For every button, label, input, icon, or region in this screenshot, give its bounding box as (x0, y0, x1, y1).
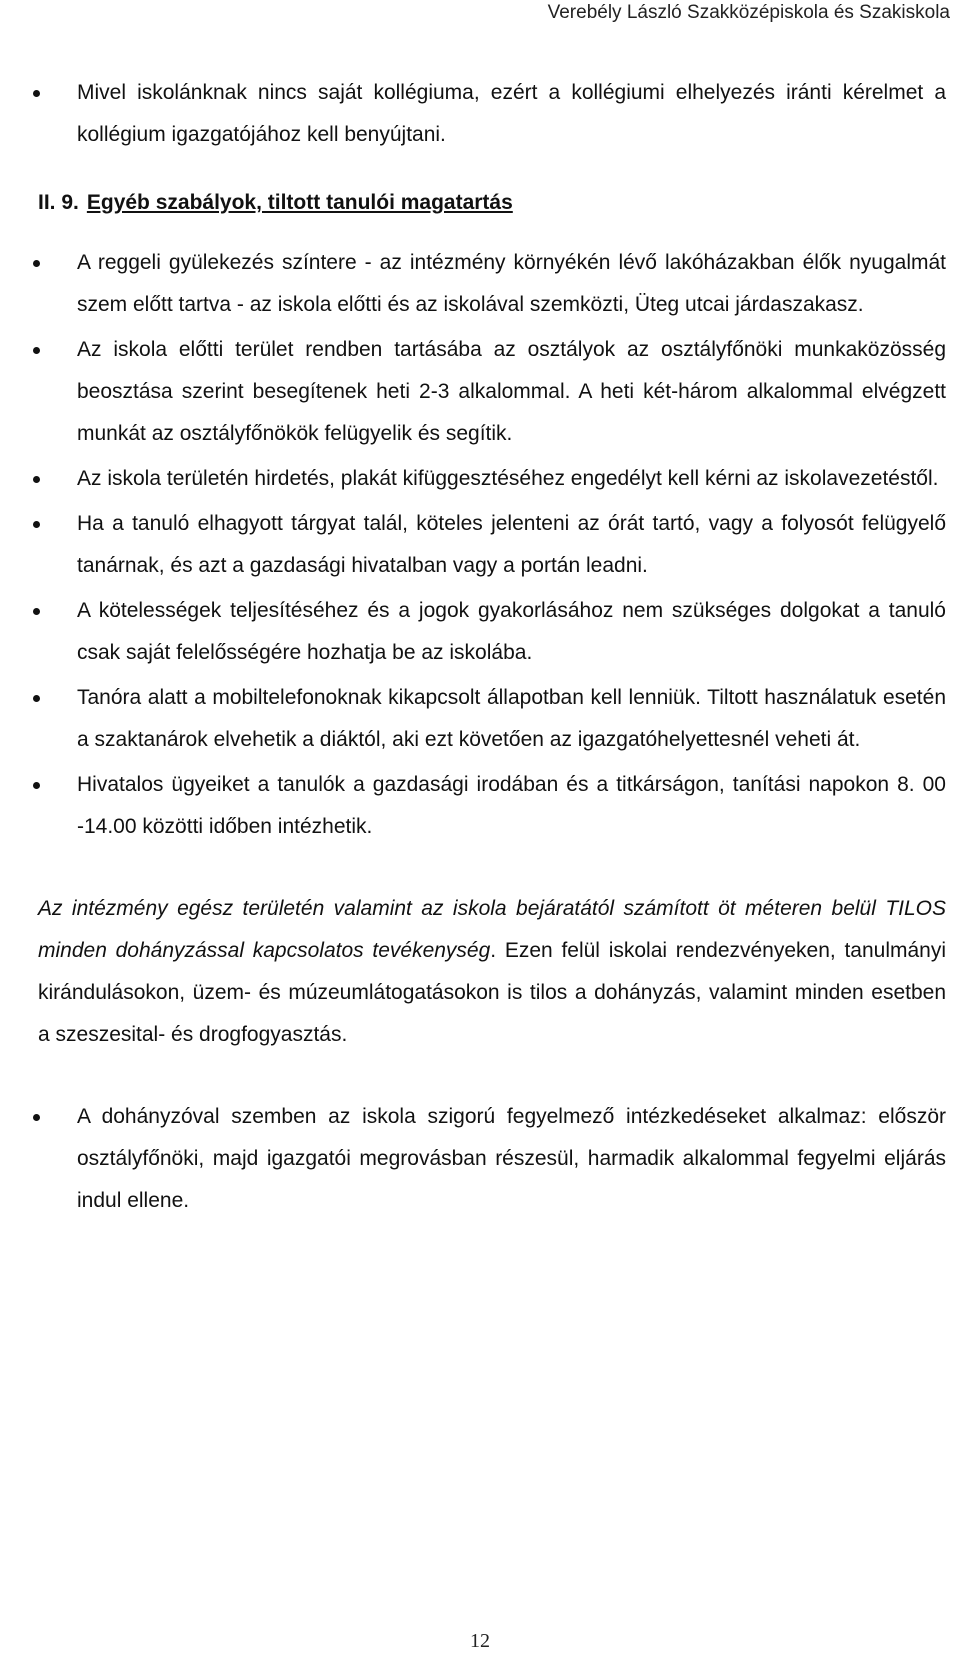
bullet-icon (33, 476, 40, 483)
list-item-text: A kötelességek teljesítéséhez és a jogok gyakorlásához nem szükséges dolgokat a tanuló csak saját felelősségére hozhatja be az iskolába. (77, 599, 946, 664)
bullet-icon (33, 347, 40, 354)
list-item (38, 503, 946, 587)
bullet-icon (33, 782, 40, 789)
list-item (38, 242, 946, 326)
page-number: 12 (470, 1630, 490, 1652)
document-body (38, 72, 946, 1222)
bullet-icon (33, 608, 40, 615)
bullet-icon (33, 90, 40, 97)
bullet-icon (33, 1114, 40, 1121)
bullet-icon (33, 260, 40, 267)
list-item-text: Az iskola előtti terület rendben tartásába az osztályok az osztályfőnöki munkaközösség beosztása szerint besegítenek heti 2-3 alkalommal. A heti két-három alkalommal elvégzett munkát az osztályfőnökök felügyelik és segítik. (77, 338, 946, 445)
smoking-paragraph-rest: . Ezen felül iskolai rendezvényeken, tanulmányi kirándulásokon, üzem- és múzeumlátogatásokon is tilos a dohányzás, valamint minden esetben a szeszesital- és drogfogyasztás. (38, 939, 947, 1046)
list-item (38, 677, 946, 761)
list-item (38, 458, 946, 500)
section-number: II. 9. (38, 191, 79, 214)
list-item (38, 329, 946, 455)
list-item-text: Hivatalos ügyeiket a tanulók a gazdasági irodában és a titkárságon, tanítási napokon 8. 00 -14.00 közötti időben intézhetik. (77, 773, 946, 838)
rules-list (38, 242, 946, 848)
list-item-text: Az iskola területén hirdetés, plakát kifüggesztéséhez engedélyt kell kérni az iskolavezetéstől. (77, 467, 939, 490)
list-item-text: A dohányzóval szemben az iskola szigorú fegyelmező intézkedéseket alkalmaz: először osztályfőnöki, majd igazgatói megrovásban részesül, harmadik alkalommal fegyelmi eljárás indul ellene. (77, 1105, 946, 1212)
list-item (38, 764, 946, 848)
final-list (38, 1096, 946, 1222)
list-item (38, 72, 946, 156)
smoking-ban-italic: Az intézmény egész területén valamint az iskola bejáratától számított öt méteren belül TILOS minden dohányzással kapcsolatos tevékenység (38, 897, 946, 962)
list-item (38, 1096, 946, 1222)
bullet-icon (33, 695, 40, 702)
list-item-text: A reggeli gyülekezés színtere - az intézmény környékén lévő lakóházakban élők nyugalmát szem előtt tartva - az iskola előtti és az iskolával szemközti, Üteg utcai járdaszakasz. (77, 251, 946, 316)
list-item (38, 590, 946, 674)
smoking-paragraph (38, 888, 946, 1056)
bullet-icon (33, 521, 40, 528)
section-heading (38, 182, 946, 224)
section-title: Egyéb szabályok, tiltott tanulói magatartás (86, 191, 513, 214)
list-item-text: Tanóra alatt a mobiltelefonoknak kikapcsolt állapotban kell lenniük. Tiltott használatuk esetén a szaktanárok elvehetik a diáktól, aki ezt követően az igazgatóhelyettesnél veheti át. (77, 686, 946, 751)
list-item-text: Mivel iskolánknak nincs saját kollégiuma, ezért a kollégiumi elhelyezés iránti kérelmet a kollégium igazgatójához kell benyújtani. (77, 81, 946, 146)
running-header: Verebély László Szakközépiskola és Szakiskola (547, 2, 950, 23)
list-item-text: Ha a tanuló elhagyott tárgyat talál, köteles jelenteni az órát tartó, vagy a folyosót felügyelő tanárnak, és azt a gazdasági hivatalban vagy a portán leadni. (77, 512, 946, 577)
